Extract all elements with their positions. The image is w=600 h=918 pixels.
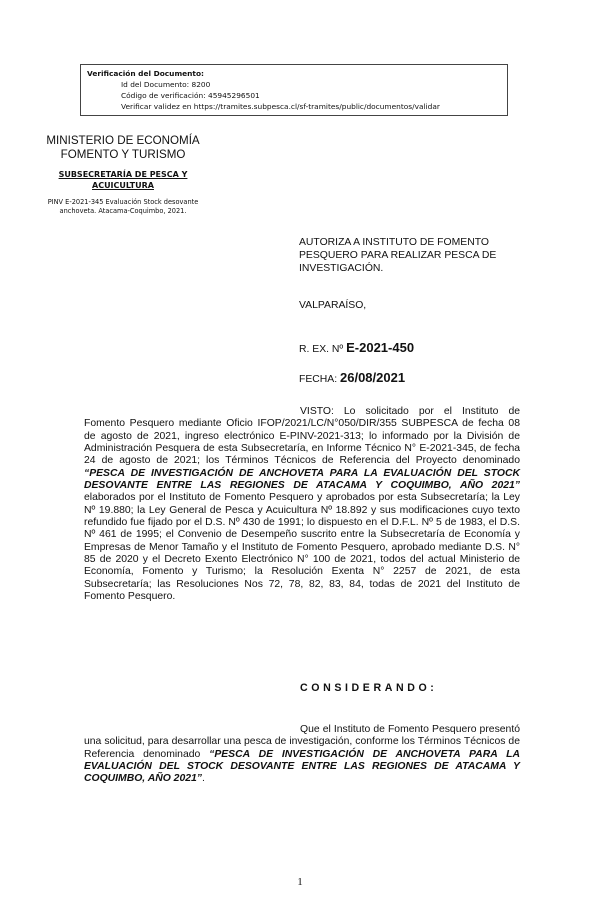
resolution-subject: AUTORIZA A INSTITUTO DE FOMENTO PESQUERO PARA REALIZAR PESCA DE INVESTIGACIÓN. — [299, 237, 497, 274]
reference-note — [30, 198, 216, 216]
ministry-line-1: MINISTERIO DE ECONOMÍA — [46, 134, 200, 147]
visto-project-title: “PESCA DE INVESTIGACIÓN DE ANCHOVETA PARA LA EVALUACIÓN DEL STOCK DESOVANTE ENTRE LAS REGIONES DE ATACAMA Y COQUIMBO, AÑO 2021” — [84, 467, 520, 492]
considerando-paragraph — [84, 724, 520, 786]
resolution-number: E-2021-450 — [346, 340, 415, 355]
considerando-text-2: . — [201, 773, 205, 785]
considerando-text-1: Que el Instituto de Fomento Pesquero presentó una solicitud, para desarrollar una pesca de investigación, conforme los Términos Técnicos de Referencia denominado — [84, 724, 520, 760]
subsecretaria-line-2: ACUICULTURA — [92, 180, 154, 190]
resolution-number-line — [299, 340, 414, 355]
date-label: FECHA: — [299, 374, 338, 385]
considerando-heading: CONSIDERANDO: — [300, 682, 438, 694]
visto-text-1: VISTO: Lo solicitado por el Instituto de Fomento Pesquero mediante Oficio IFOP/2021/LC/N°050/DIR/355 SUBPESCA de fecha 08 de agosto de 2021, ingreso electrónico E-PINV-2021-313; lo informado por la División de Administración Pesquera de esta Subsecretaría, en Informe Técnico N° E-2021-345, de fecha 24 de agosto de 2021; los Términos Técnicos de Referencia del Proyecto denominado — [84, 406, 520, 467]
verification-title: Verificación del Documento: — [87, 69, 204, 78]
subsecretaria-line-1: SUBSECRETARÍA DE PESCA Y — [58, 170, 188, 179]
place: VALPARAÍSO, — [299, 300, 367, 311]
visto-text-2: elaborados por el Instituto de Fomento Pesquero y aprobados por esta Subsecretaría; la Ley Nº 19.880; la Ley General de Pesca y Acuicultura Nº 18.892 y sus modificaciones cuyo texto refundido fue fijado por el D.S. Nº 430 de 1991; lo dispuesto en el D.F.L. Nº 5 de 1983, el D.S. Nº 461 de 1995; el Convenio de Desempeño suscrito entre la Subsecretaría de Economía y Empresas de Menor Tamaño y el Instituto de Fomento Pesquero, aprobado mediante D.S. N° 85 de 2020 y el Decreto Exento Electrónico N° 100 de 2021, todos del actual Ministerio de Economía, Fomento y Turismo; la Resolución Exenta N° 2257 de 2021, de esta Subsecretaría; las Resoluciones Nos 72, 78, 82, 83, 84, todas de 2021 del Instituto de Fomento Pesquero. — [84, 492, 520, 603]
visto-paragraph — [84, 406, 520, 604]
ministry-line-2: FOMENTO Y TURISMO — [60, 147, 186, 161]
page-number: 1 — [297, 876, 303, 888]
verification-id: • Id del Documento: 8200 — [121, 79, 501, 90]
reference-line-1: PINV E-2021-345 Evaluación Stock desovante — [47, 198, 199, 206]
considerando-project-title: “PESCA DE INVESTIGACIÓN DE ANCHOVETA PARA LA EVALUACIÓN DEL STOCK DESOVANTE ENTRE LAS REGIONES DE ATACAMA Y COQUIMBO, AÑO 2021” — [84, 748, 520, 785]
verification-list — [87, 79, 501, 112]
ministry-name — [38, 134, 208, 161]
date-line — [299, 370, 405, 385]
reference-line-2: anchoveta. Atacama-Coquimbo, 2021. — [59, 207, 187, 215]
verification-url[interactable]: • Verificar validez en https://tramites.subpesca.cl/sf-tramites/public/documentos/validar — [121, 101, 501, 112]
subsecretaria-name — [38, 170, 208, 191]
verification-code: • Código de verificación: 45945296501 — [121, 90, 501, 101]
date-value: 26/08/2021 — [340, 370, 406, 385]
resolution-label: R. EX. Nº — [299, 344, 344, 355]
verification-box — [80, 64, 508, 116]
